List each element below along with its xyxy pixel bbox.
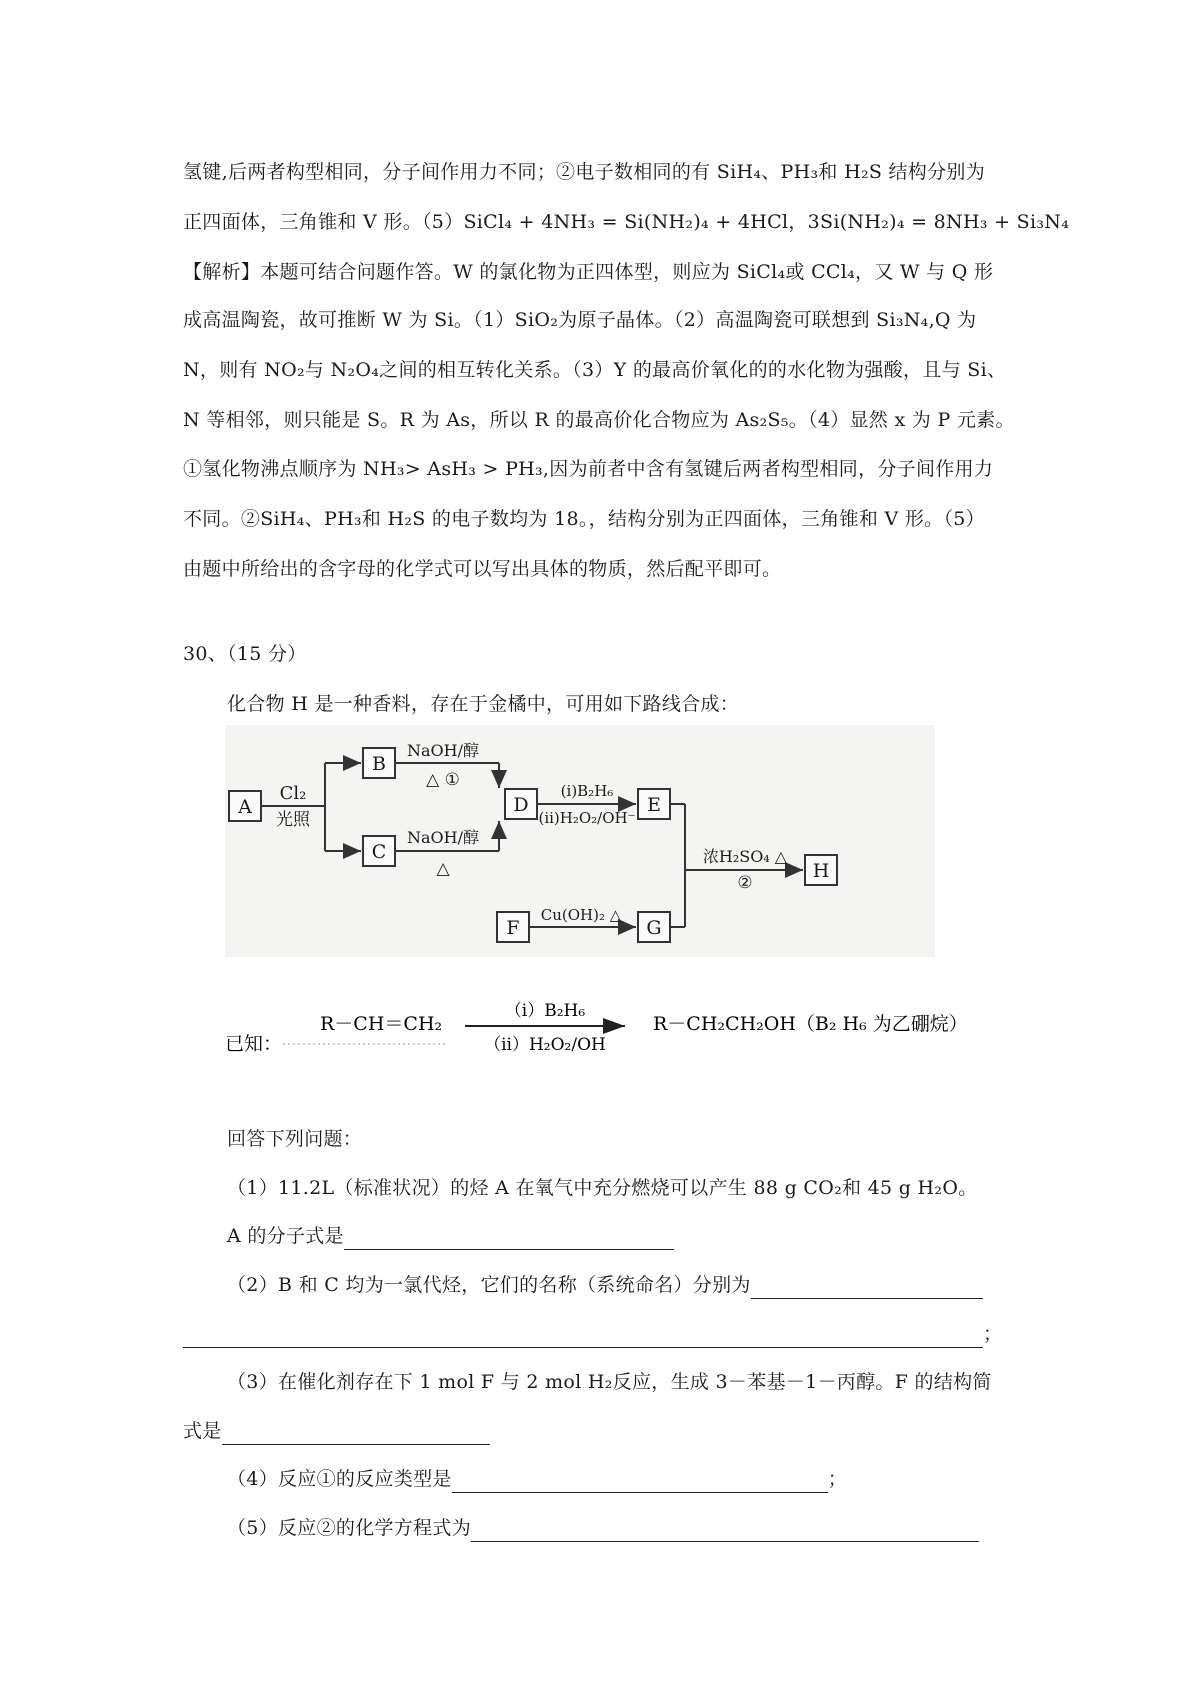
- question-3a: （3）在催化剂存在下 1 mol F 与 2 mol H₂反应，生成 3－苯基－1－丙醇。F 的结构简: [227, 1371, 992, 1393]
- answer-1-blank[interactable]: [344, 1227, 674, 1250]
- question-intro: 化合物 H 是一种香料，存在于金橘中，可用如下路线合成：: [227, 693, 740, 715]
- question-4-end: ；: [827, 1468, 848, 1490]
- light-label: 光照: [276, 810, 310, 830]
- cond-b-label: △ ①: [426, 770, 460, 790]
- analysis-line-6: N 等相邻，则只能是 S。R 为 As，所以 R 的最高价化合物应为 As₂S₅。（4）显然 x 为 P 元素。: [183, 409, 1015, 431]
- analysis-line-7: ①氢化物沸点顺序为 NH₃> AsH₃ > PH₃,因为前者中含有氢键后两者构型相同，分子间作用力: [183, 458, 994, 480]
- label-c: C: [371, 841, 387, 863]
- answer-2-blank-b[interactable]: [183, 1325, 983, 1348]
- label-f: F: [506, 917, 520, 939]
- question-5-text: （5）反应②的化学方程式为: [227, 1517, 471, 1539]
- analysis-line-9: 由题中所给出的含字母的化学式可以写出具体的物质，然后配平即可。: [183, 558, 782, 580]
- synthesis-route-diagram: [225, 725, 935, 957]
- analysis-line-2: 正四面体，三角锥和 V 形。（5）SiCl₄ + 4NH₃ = Si(NH₂)₄ + 4HCl，3Si(NH₂)₄ = 8NH₃ + Si₃N₄: [183, 211, 1070, 233]
- cuoh-label: Cu(OH)₂ △: [540, 906, 622, 924]
- b2h6-label: (i)B₂H₆: [560, 782, 614, 800]
- question-2-text: （2）B 和 C 均为一氯代烃，它们的名称（系统命名）分别为: [227, 1274, 751, 1296]
- answer-lead: 回答下列问题：: [227, 1128, 363, 1150]
- naoh-c-label: NaOH/醇: [406, 828, 480, 847]
- known-cond-2: （ii）H₂O₂/OH: [484, 1035, 606, 1055]
- question-number: 30、（15 分）: [183, 643, 307, 665]
- cl2-label: Cl₂: [279, 783, 307, 804]
- label-b: B: [372, 753, 386, 775]
- known-reactant: R－CH＝CH₂: [320, 1013, 443, 1035]
- answer-2-blank-a[interactable]: [751, 1276, 983, 1299]
- answer-3-blank[interactable]: [222, 1422, 490, 1445]
- analysis-line-1: 氢键,后两者构型相同，分子间作用力不同；②电子数相同的有 SiH₄、PH₃和 H₂S 结构分别为: [183, 161, 986, 183]
- known-product: R－CH₂CH₂OH（B₂ H₆ 为乙硼烷）: [653, 1013, 968, 1035]
- label-h: H: [812, 860, 830, 882]
- known-reaction: [225, 998, 985, 1068]
- analysis-line-5: N，则有 NO₂与 N₂O₄之间的相互转化关系。（3）Y 的最高价氧化的的水化物为强酸，且与 Si、: [183, 359, 1007, 381]
- analysis-line-4: 成高温陶瓷，故可推断 W 为 Si。（1）SiO₂为原子晶体。（2）高温陶瓷可联想到 Si₃N₄,Q 为: [183, 309, 977, 331]
- question-2: [227, 1271, 983, 1299]
- label-d: D: [513, 794, 529, 816]
- label-a: A: [238, 796, 252, 818]
- naoh-b-label: NaOH/醇: [406, 741, 480, 760]
- h2so4-label: 浓H₂SO₄ △: [702, 847, 788, 866]
- answer-4-blank[interactable]: [452, 1470, 828, 1493]
- question-2-end: ；: [983, 1323, 1003, 1345]
- question-4-text: （4）反应①的反应类型是: [227, 1468, 452, 1490]
- cond-c-label: △: [436, 859, 450, 879]
- question-3b-text: 式是: [183, 1420, 222, 1442]
- h2o2-label: (ii)H₂O₂/OH⁻: [538, 809, 636, 827]
- question-2-continued: [183, 1320, 1002, 1348]
- label-e: E: [647, 794, 661, 816]
- question-1b: [227, 1222, 674, 1250]
- question-1b-text: A 的分子式是: [227, 1225, 344, 1247]
- known-cond-1: （i）B₂H₆: [504, 1001, 586, 1021]
- question-4: [227, 1465, 847, 1493]
- step2-label: ②: [737, 873, 753, 893]
- analysis-line-3: 【解析】本题可结合问题作答。W 的氯化物为正四体型，则应为 SiCl₄或 CCl₄，又 W 与 Q 形: [183, 261, 994, 283]
- question-5: [227, 1514, 979, 1542]
- analysis-line-8: 不同。②SiH₄、PH₃和 H₂S 的电子数均为 18。，结构分别为正四面体，三角锥和 V 形。（5）: [183, 508, 985, 530]
- question-3b: [183, 1417, 490, 1445]
- known-label: 已知：: [225, 1033, 283, 1055]
- answer-5-blank[interactable]: [471, 1519, 979, 1542]
- question-1a: （1）11.2L（标准状况）的烃 A 在氧气中充分燃烧可以产生 88 g CO₂和 45 g H₂O。: [227, 1177, 978, 1199]
- label-g: G: [646, 917, 662, 939]
